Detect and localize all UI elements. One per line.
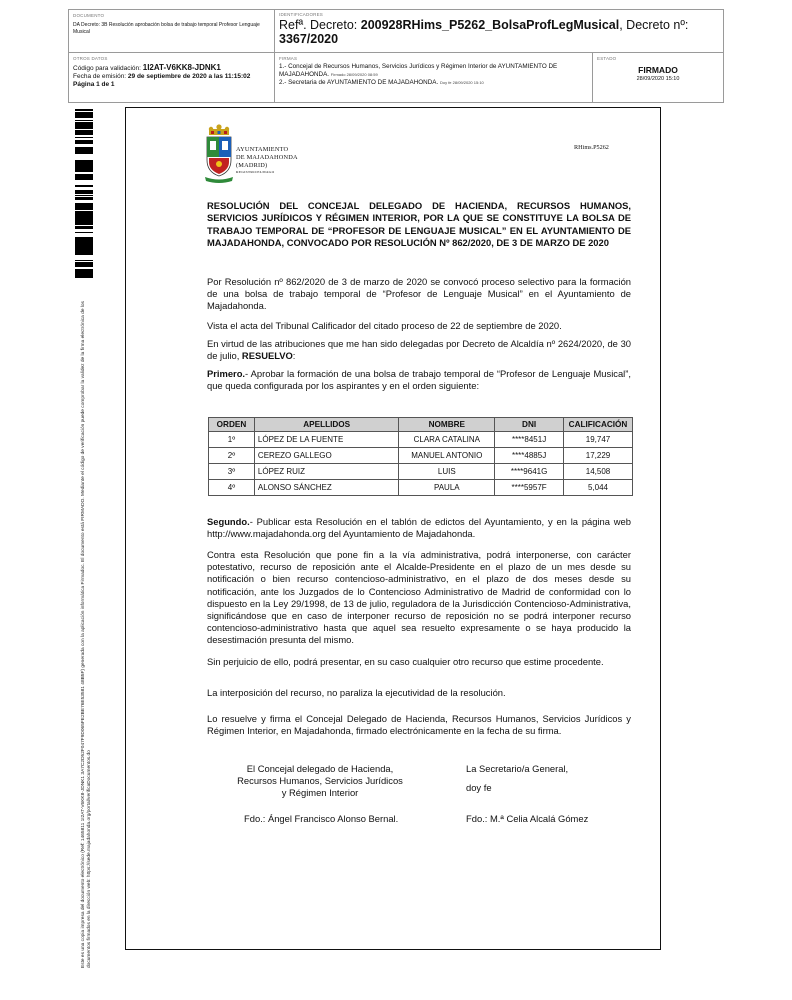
paragraph-3 [207,338,631,362]
barcode [75,108,93,278]
document-cell [69,10,275,53]
cell-apellidos: CEREZO GALLEGO [254,448,399,464]
candidates-table [208,417,633,496]
paragraph-7: Sin perjuicio de ello, podrá presentar, en su caso cualquier otro recurso que estime procedente. [207,656,604,667]
cell-dni: ****8451J [495,432,564,448]
table-row [209,448,633,464]
left-signature-line-2: Recursos Humanos, Servicios Jurídicos [237,775,403,787]
cell-nombre: CLARA CATALINA [399,432,495,448]
municipality-header [236,146,298,177]
ident-prefix: Refª. Decreto: [279,18,361,32]
paragraph-4-bold: Primero. [207,368,246,379]
ident-ref: 200928RHims_P5262_BolsaProfLegMusical [360,18,620,32]
paragraph-3-end: : [292,350,296,362]
ayto-line-3: (MADRID) [236,161,268,169]
coat-of-arms-icon [202,124,236,186]
paragraph-5-bold: Segundo. [207,516,250,527]
cell-calificacion: 19,747 [564,432,633,448]
left-signature-block [215,763,425,800]
cell-orden: 3º [209,464,255,480]
header-orden: ORDEN [209,418,255,432]
cell-nombre: MANUEL ANTONIO [399,448,495,464]
document-label: DOCUMENTO [73,13,105,18]
header-calificacion: CALIFICACIÓN [564,418,633,432]
signatures-label: FIRMAS [279,56,298,61]
right-signer-name: Fdo.: M.ª Celia Alcalá Gómez [466,813,589,824]
identifiers-cell [275,10,723,53]
signature-2-text: 2.- Secretaria de AYUNTAMIENTO DE MAJADAHONDA. [279,79,439,86]
left-signature-line-3: y Régimen Interior [281,787,359,799]
document-value: DA Decreto: 3B Resolución aprobación bolsa de trabajo temporal Profesor Lenguaje Musical [73,22,260,35]
left-signature-line-1: El Concejal delegado de Hacienda, [246,763,394,774]
signature-1 [279,63,588,78]
resolution-title: RESOLUCIÓN DEL CONCEJAL DELEGADO DE HACIENDA, RECURSOS HUMANOS, SERVICIOS JURÍDICOS Y RÉGIMEN INTERIOR, POR LA QUE SE CONSTITUYE LA BOLSA DE TRABAJO TEMPORAL DE “PROFESOR DE LENGUAJE MUSICAL” EN EL AYUNTAMIENTO DE MAJADAHONDA, CONVOCADO POR RESOLUCIÓN Nº 862/2020, DE 3 DE MARZO DE 2020 [207,200,631,248]
paragraph-3-text: En virtud de las atribuciones que me han sido delegadas por Decreto de Alcaldía nº 2624/2020, de 30 de julio, [207,338,631,362]
cell-nombre: LUIS [399,464,495,480]
other-data-cell [69,53,275,102]
ident-num: 3367/2020 [279,32,339,46]
signatures-cell [275,53,593,102]
ident-mid: , Decreto nº: [619,18,689,32]
right-signature-line-2: doy fe [466,782,492,793]
header-apellidos: APELLIDOS [254,418,399,432]
cell-nombre: PAULA [399,480,495,496]
status-date: 28/09/2020 15:10 [636,76,680,82]
signature-2-date: Doy fe 28/09/2020 15:10 [439,80,484,85]
table-row [209,480,633,496]
identifiers-value [279,18,719,46]
cell-orden: 2º [209,448,255,464]
signature-1-text: 1.- Concejal de Recursos Humanos, Servicios Jurídicos y Régimen Interior de AYUNTAMIENTO DE MAJADAHONDA. [279,63,558,78]
paragraph-1: Por Resolución nº 862/2020 de 3 de marzo de 2020 se convocó proceso selectivo para la formación de una bolsa de trabajo temporal de “Profesor de Lenguaje Musical” en el Ayuntamiento de Majadahonda. [207,276,631,312]
validation-code: 1I2AT-V6KK8-JDNK1 [142,63,221,72]
cell-apellidos: LÓPEZ DE LA FUENTE [254,432,399,448]
ayto-sub: REGISTRO/ELMAGO [236,170,275,175]
table-header-row [209,418,633,432]
status-cell [593,53,723,102]
signature-2 [279,79,588,87]
cell-orden: 1º [209,432,255,448]
signature-1-date: Firmado 28/09/2020 08:59 [330,71,378,77]
other-data-value [73,64,270,89]
cell-dni: ****5957F [495,480,564,496]
page-count: Página 1 de 1 [73,81,115,88]
paragraph-5 [207,516,631,540]
identifiers-label: IDENTIFICADORES [279,12,324,17]
header-nombre: NOMBRE [399,418,495,432]
paragraph-5-text: - Publicar esta Resolución en el tablón de edictos del Ayuntamiento, y en la página web http://www.majadahonda.org del Ayuntamiento de Majadahonda. [207,516,631,540]
table-row [209,464,633,480]
cell-calificacion: 14,508 [564,464,633,480]
paragraph-8: La interposición del recurso, no paraliza la ejecutividad de la resolución. [207,687,506,698]
paragraph-4 [207,368,631,392]
paragraph-2: Vista el acta del Tribunal Calificador del citado proceso de 22 de septiembre de 2020. [207,320,562,331]
paragraph-9: Lo resuelve y firma el Concejal Delegado de Hacienda, Recursos Humanos, Servicios Jurídicos y Régimen Interior, en Majadahonda, firmado electrónicamente en la fecha de su firma. [207,713,631,737]
cell-orden: 4º [209,480,255,496]
paragraph-4-text: - Aprobar la formación de una bolsa de trabajo temporal de “Profesor de Lenguaje Musical”, que queda configurada por los aspirantes y en el orden siguiente: [207,368,631,392]
issue-date-label: Fecha de emisión: [73,73,128,80]
left-signer-name: Fdo.: Ángel Francisco Alonso Bernal. [244,813,399,824]
cell-apellidos: LÓPEZ RUIZ [254,464,399,480]
paragraph-6: Contra esta Resolución que pone fin a la vía administrativa, podrá interponerse, con carácter potestativo, recurso de reposición ante el Alcalde-Presidente en el plazo de un mes desde su notificación o bien recurso contencioso-administrativo, en el plazo de dos meses desde su notificación, ante los Juzgados de lo Contencioso Administrativo de Madrid de conformidad con lo dispuesto en la Ley 29/1998, de 13 de julio, reguladora de la Jurisdicción Contencioso-Administrativa, significándose que en caso de interponer recurso de reposición no se podrá interponer recurso contencioso-administrativo hasta que aquel sea resuelto expresamente o se haya producido la desestimación presunta del mismo. [207,549,631,646]
issue-date: 29 de septiembre de 2020 a las 11:15:02 [127,73,251,80]
ayto-line-1: AYUNTAMIENTO [236,146,289,153]
document-reference: RHims.P5262 [574,144,609,151]
ayto-line-2: DE MAJADAHONDA [236,153,298,161]
metadata-box [68,9,724,103]
verification-side-text: Este es una copia impresa del documento electrónico (Ref: 1465811 1I2AT-V6KK8-JDNK1 3A7C2D52F047F9D065FE2BE76E53581 48B5F) generada con la aplicación informática Firmadoc. El documento está FIRMADO. Mediante el código de verificación puede comprobar la validez de la firma electrónica de los documentos firmados en la dirección web: https://sede.majadahonda.org/portal/verificaDocumentos.do [81,301,92,968]
status-label: ESTADO [597,56,617,61]
validation-code-label: Código para validación: [73,65,143,72]
cell-apellidos: ALONSO SÁNCHEZ [254,480,399,496]
cell-dni: ****4885J [495,448,564,464]
cell-calificacion: 5,044 [564,480,633,496]
other-data-label: OTROS DATOS [73,56,108,61]
paragraph-3-bold: RESUELVO [241,350,293,362]
right-signature-line-1: La Secretario/a General, [466,763,569,774]
status-badge: FIRMADO [638,65,678,75]
header-dni: DNI [495,418,564,432]
cell-dni: ****9641G [495,464,564,480]
table-row [209,432,633,448]
cell-calificacion: 17,229 [564,448,633,464]
